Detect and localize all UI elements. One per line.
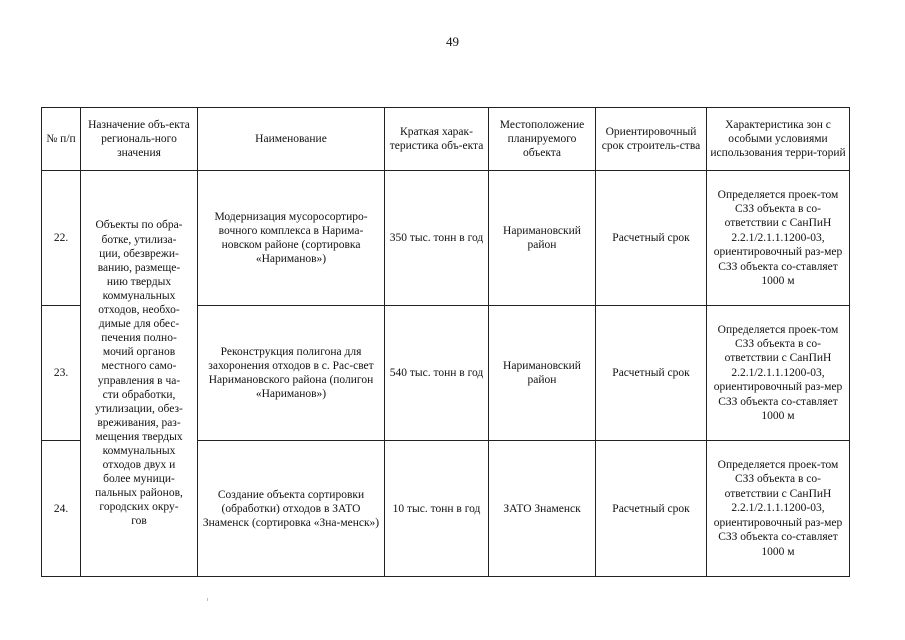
purpose-line: нию твердых: [106, 275, 172, 288]
purpose-cell: [81, 171, 198, 577]
scan-mark: [207, 598, 208, 601]
row-name: Создание объекта сортировки (обработки) отходов в ЗАТО Знаменск (сортировка «Зна-менск»): [198, 441, 385, 577]
table-row: [42, 171, 850, 306]
row-location: ЗАТО Знаменск: [489, 441, 596, 577]
purpose-line: более муници-: [103, 473, 175, 486]
header-term: Ориентировочный срок строитель-ства: [596, 108, 707, 171]
header-characteristics: Краткая харак-теристика объ-екта: [385, 108, 489, 171]
objects-table: [41, 107, 850, 577]
purpose-line: вреживания, раз-: [97, 416, 181, 429]
row-term: Расчетный срок: [596, 171, 707, 306]
row-location: Наримановский район: [489, 306, 596, 441]
row-characteristics: 10 тыс. тонн в год: [385, 441, 489, 577]
row-characteristics: 350 тыс. тонн в год: [385, 171, 489, 306]
purpose-line: пальных районов,: [95, 487, 183, 500]
row-num: 22.: [42, 171, 81, 306]
purpose-line: ции, обезврежи-: [99, 247, 179, 260]
header-purpose: Назначение объ-екта региональ-ного значения: [81, 108, 198, 171]
purpose-line: сти обработки,: [102, 388, 176, 401]
purpose-line: отходов двух и: [102, 459, 176, 472]
purpose-line: городских окру-: [99, 501, 179, 514]
purpose-line: мещения твердых: [95, 430, 183, 443]
purpose-line: печения полно-: [101, 332, 177, 345]
purpose-line: мочий органов: [102, 346, 176, 359]
header-zone: Характеристика зон с особыми условиями использования терри-торий: [707, 108, 850, 171]
row-characteristics: 540 тыс. тонн в год: [385, 306, 489, 441]
row-name: Модернизация мусоросортиро-вочного комплекса в Нарима-новском районе (сортировка «Нариманов»): [198, 171, 385, 306]
purpose-line: гов: [131, 515, 147, 528]
header-name: Наименование: [198, 108, 385, 171]
row-name: Реконструкция полигона для захоронения отходов в с. Рас-свет Наримановского района (полигон «Нариманов»): [198, 306, 385, 441]
row-zone: Определяется проек-том СЗЗ объекта в со-ответствии с СанПиН 2.2.1/2.1.1.1200-03, ориентировочный раз-мер СЗЗ объекта со-ставляет 1000 м: [707, 171, 850, 306]
row-location: Наримановский район: [489, 171, 596, 306]
purpose-line: утилизации, обез-: [95, 402, 183, 415]
row-term: Расчетный срок: [596, 306, 707, 441]
purpose-line: управления в ча-: [97, 374, 181, 387]
purpose-line: Объекты по обра-: [95, 219, 183, 232]
purpose-line: коммунальных: [102, 289, 176, 302]
row-num: 23.: [42, 306, 81, 441]
purpose-line: коммунальных: [102, 444, 176, 457]
row-zone: Определяется проек-том СЗЗ объекта в со-ответствии с СанПиН 2.2.1/2.1.1.1200-03, ориентировочный раз-мер СЗЗ объекта со-ставляет 1000 м: [707, 441, 850, 577]
purpose-line: отходов, необхо-: [98, 304, 180, 317]
purpose-line: ботке, утилиза-: [101, 233, 177, 246]
header-num: № п/п: [42, 108, 81, 171]
row-num: 24.: [42, 441, 81, 577]
header-row: [42, 108, 850, 171]
row-term: Расчетный срок: [596, 441, 707, 577]
page-number: 49: [446, 34, 459, 49]
row-zone: Определяется проек-том СЗЗ объекта в со-ответствии с СанПиН 2.2.1/2.1.1.1200-03, ориентировочный раз-мер СЗЗ объекта со-ставляет 1000 м: [707, 306, 850, 441]
purpose-line: местного само-: [101, 360, 177, 373]
purpose-line: ванию, размеще-: [97, 261, 181, 274]
header-location: Местоположение планируемого объекта: [489, 108, 596, 171]
purpose-line: димые для обес-: [98, 318, 180, 331]
